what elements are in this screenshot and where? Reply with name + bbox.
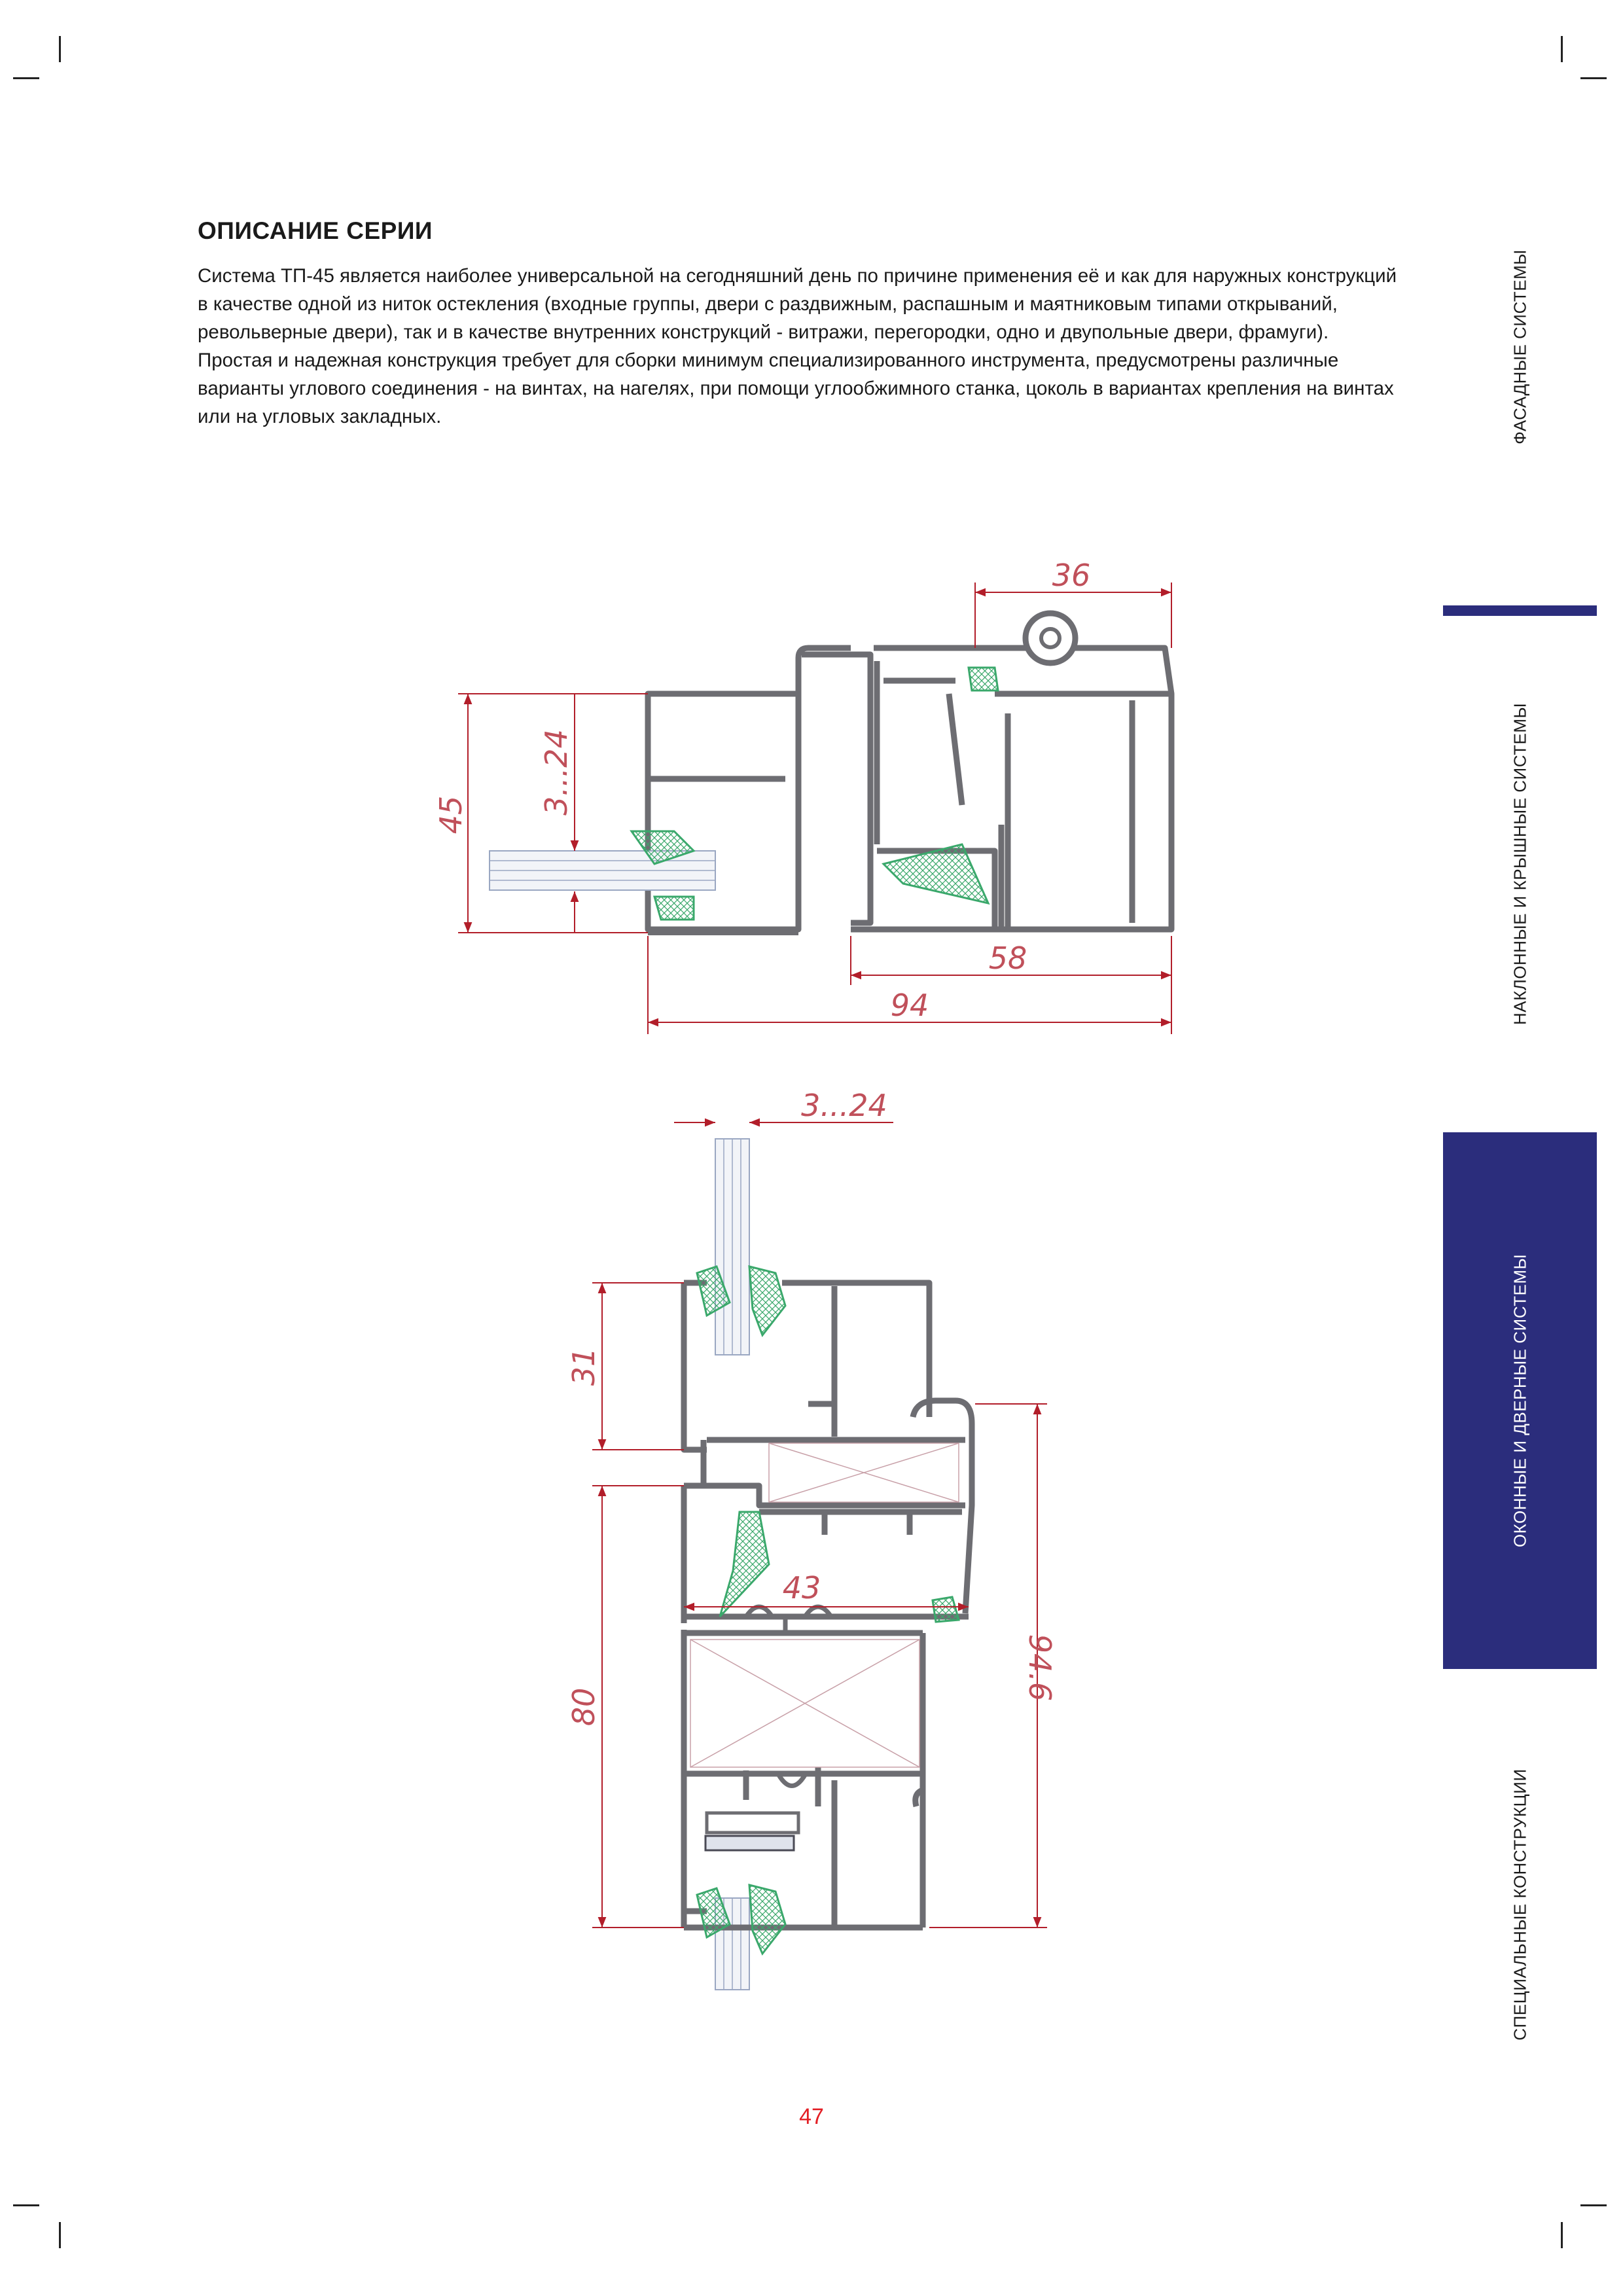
description-paragraph: Простая и надежная конструкция требует для сборки минимум специализированного инструмента, предусмотрены различные варианты углового соединения - на винтах, на нагелях, при помощи углообжимного станка, цоколь в вариантах крепления на винтах или на угловых закладных. (198, 350, 1394, 427)
dimension-label: 31 (566, 1347, 601, 1386)
sidebar-tab-label: НАКЛОННЫЕ И КРЫШНЫЕ СИСТЕМЫ (1510, 702, 1529, 1026)
glass-pane (490, 851, 715, 890)
dimension-label: 3...24 (539, 729, 574, 816)
dimension-label: 80 (566, 1687, 601, 1727)
dimension-label: 94.6 (1022, 1634, 1058, 1702)
dimension-label: 94 (890, 988, 929, 1023)
sidebar-tab-label: ФАСАДНЫЕ СИСТЕМЫ (1510, 249, 1529, 444)
dimension-label: 58 (988, 941, 1027, 976)
dimension-label: 3...24 (801, 1088, 887, 1123)
sidebar-tab-label: ОКОННЫЕ И ДВЕРНЫЕ СИСТЕМЫ (1510, 1253, 1529, 1548)
section-title: ОПИСАНИЕ СЕРИИ (198, 217, 433, 244)
page-number: 47 (799, 2104, 824, 2129)
dimension-label: 43 (782, 1570, 821, 1605)
description-paragraph: Система ТП-45 является наиболее универсальной на сегодняшний день по причине применения её и как для наружных конструкций в качестве одной из ниток остекления (входные группы, двери с раздвижным, распашным и маятниковым типами открываний, револьверные двери), так и в качестве внутренних конструкций - витражи, перегородки, одно и двупольные двери, фрамуги). (198, 265, 1397, 343)
dimension-lines (592, 1122, 1047, 1928)
aluminium-profile (648, 648, 1171, 929)
dimension-label: 45 (433, 795, 469, 834)
horizontal-section-drawing (433, 558, 1171, 1034)
dimension-label: 36 (1052, 558, 1091, 593)
vertical-section-drawing (566, 1088, 1058, 1990)
sidebar-tab-label: СПЕЦИАЛЬНЫЕ КОНСТРУКЦИИ (1510, 1768, 1529, 2041)
